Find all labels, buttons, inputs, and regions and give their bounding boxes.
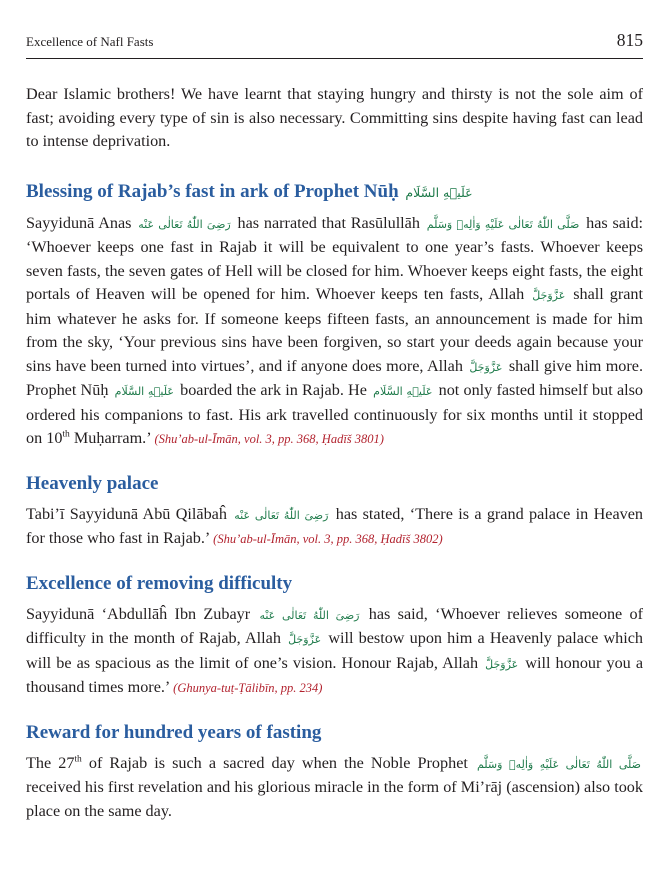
text-run: received his first revelation and his glorious miracle in the form of Mi’rāj (ascension) also took place on the same day. [26, 778, 643, 820]
text-run: will honour you a thousand times more.’ [26, 653, 644, 696]
page-number: 815 [616, 30, 643, 50]
text-run: of Rajab is such a sacred day when the Noble Prophet [81, 753, 468, 772]
text-run: not only fasted himself but also ordered his companions to fast. His ark travelled continuously for six months until it stopped on 10 [26, 381, 644, 447]
paragraph-removing-difficulty [26, 603, 643, 701]
section-heading-rajab-ark [26, 180, 643, 205]
running-header-title: Excellence of Nafl Fasts [26, 34, 154, 49]
text-run: Sayyidunā ‘Abdullāĥ Ibn Zubayr [26, 604, 251, 623]
intro-paragraph: Dear Islamic brothers! We have learnt that staying hungry and thirsty is not the sole aim of fast; avoiding every type of sin is also necessary. Committing sins despite having fast can lead to intense deprivation. [26, 85, 643, 150]
citation: (Shu’ab-ul-Īmān, vol. 3, pp. 368, Ḥadīš 3801) [154, 432, 384, 446]
text-run: has said: ‘Whoever keeps one fast in Rajab it will be equivalent to one year’s fasts. Whoever keeps seven fasts, the seven gates of Hell will be closed for him. Whoever keeps eight fasts, the eight portals of Heaven will be opened for him. Whoever keeps ten fasts, Allah [26, 213, 644, 303]
citation: (Ghunya-tuṭ-Ṭālibīn, pp. 234) [173, 681, 323, 695]
arabic-salutation-radiyallahu-anhu: رَضِىَ اللّٰهُ تَعَالٰی عَنْه [138, 217, 231, 231]
arabic-salutation-radiyallahu-anhu: رَضِىَ اللّٰهُ تَعَالٰی عَنْه [234, 508, 329, 522]
section-heading-reward-hundred-years: Reward for hundred years of fasting [26, 721, 322, 743]
text-run: Sayyidunā Anas [26, 213, 132, 232]
paragraph-reward-hundred-years [26, 752, 643, 824]
arabic-salutation-radiyallahu-anhu: رَضِىَ اللّٰهُ تَعَالٰی عَنْه [259, 608, 360, 622]
section-heading-removing-difficulty: Excellence of removing difficulty [26, 572, 293, 594]
running-header [26, 0, 643, 59]
text-run: has stated, ‘There is a grand palace in Heaven for those who fast in Rajab.’ [26, 504, 643, 547]
ordinal-suffix: th [62, 429, 70, 440]
arabic-salutation-alayhis-salam: عَلَيۡهِ السَّلَام [114, 385, 174, 398]
text-run: shall grant him whatever he asks for. If someone keeps fifteen fasts, an announcement is made for him from the sky, ‘Your previous sins have been forgiven, so start your deeds again because your sins have been turned into virtues’, and if anyone does more, Allah [26, 285, 644, 375]
text-run: will bestow upon him a Heavenly palace which will be as spacious as the limit of one’s vision. Honour Rajab, Allah [26, 629, 644, 672]
section-heading-heavenly-palace: Heavenly palace [26, 472, 159, 494]
arabic-salutation-azza-wa-jalla: عَزَّوَجَلَّ [532, 289, 566, 302]
text-run: Muḥarram.’ [69, 429, 151, 447]
paragraph-heavenly-palace [26, 503, 643, 552]
paragraph-rajab-ark [26, 212, 643, 452]
ordinal-suffix: th [74, 754, 82, 765]
arabic-salutation-azza-wa-jalla: عَزَّوَجَلَّ [485, 657, 519, 671]
arabic-salutation-salallahu-alayhi: صَلَّى اللّٰهُ تَعَالٰى عَلَيْهِ وَاٰلِهٖ وَسَلَّم [476, 757, 642, 771]
arabic-salutation-alayhis-salam: عَلَيۡهِ السَّلَام [405, 184, 473, 200]
text-run: boarded the ark in Rajab. He [180, 381, 367, 399]
text-run: has said, ‘Whoever relieves someone of difficulty in the month of Rajab, Allah [26, 604, 644, 647]
arabic-salutation-azza-wa-jalla: عَزَّوَجَلَّ [469, 360, 503, 374]
text-run: has narrated that Rasūlullāh [237, 213, 420, 232]
arabic-salutation-salallahu-alayhi: صَلَّى اللّٰهُ تَعَالٰى عَلَيْهِ وَاٰلِهٖ وَسَلَّم [426, 217, 580, 231]
text-run: shall give him more. Prophet Nūḥ [26, 356, 644, 399]
arabic-salutation-alayhis-salam: عَلَيۡهِ السَّلَام [373, 385, 433, 398]
arabic-salutation-azza-wa-jalla: عَزَّوَجَلَّ [288, 633, 322, 646]
citation: (Shu’ab-ul-Īmān, vol. 3, pp. 368, Ḥadīš 3802) [213, 532, 443, 546]
text-run: The 27 [26, 753, 75, 772]
text-run: Tabi’ī Sayyidunā Abū Qilābaĥ [26, 504, 227, 523]
section-heading-text: Blessing of Rajab’s fast in ark of Prophet Nūḥ [26, 180, 399, 202]
